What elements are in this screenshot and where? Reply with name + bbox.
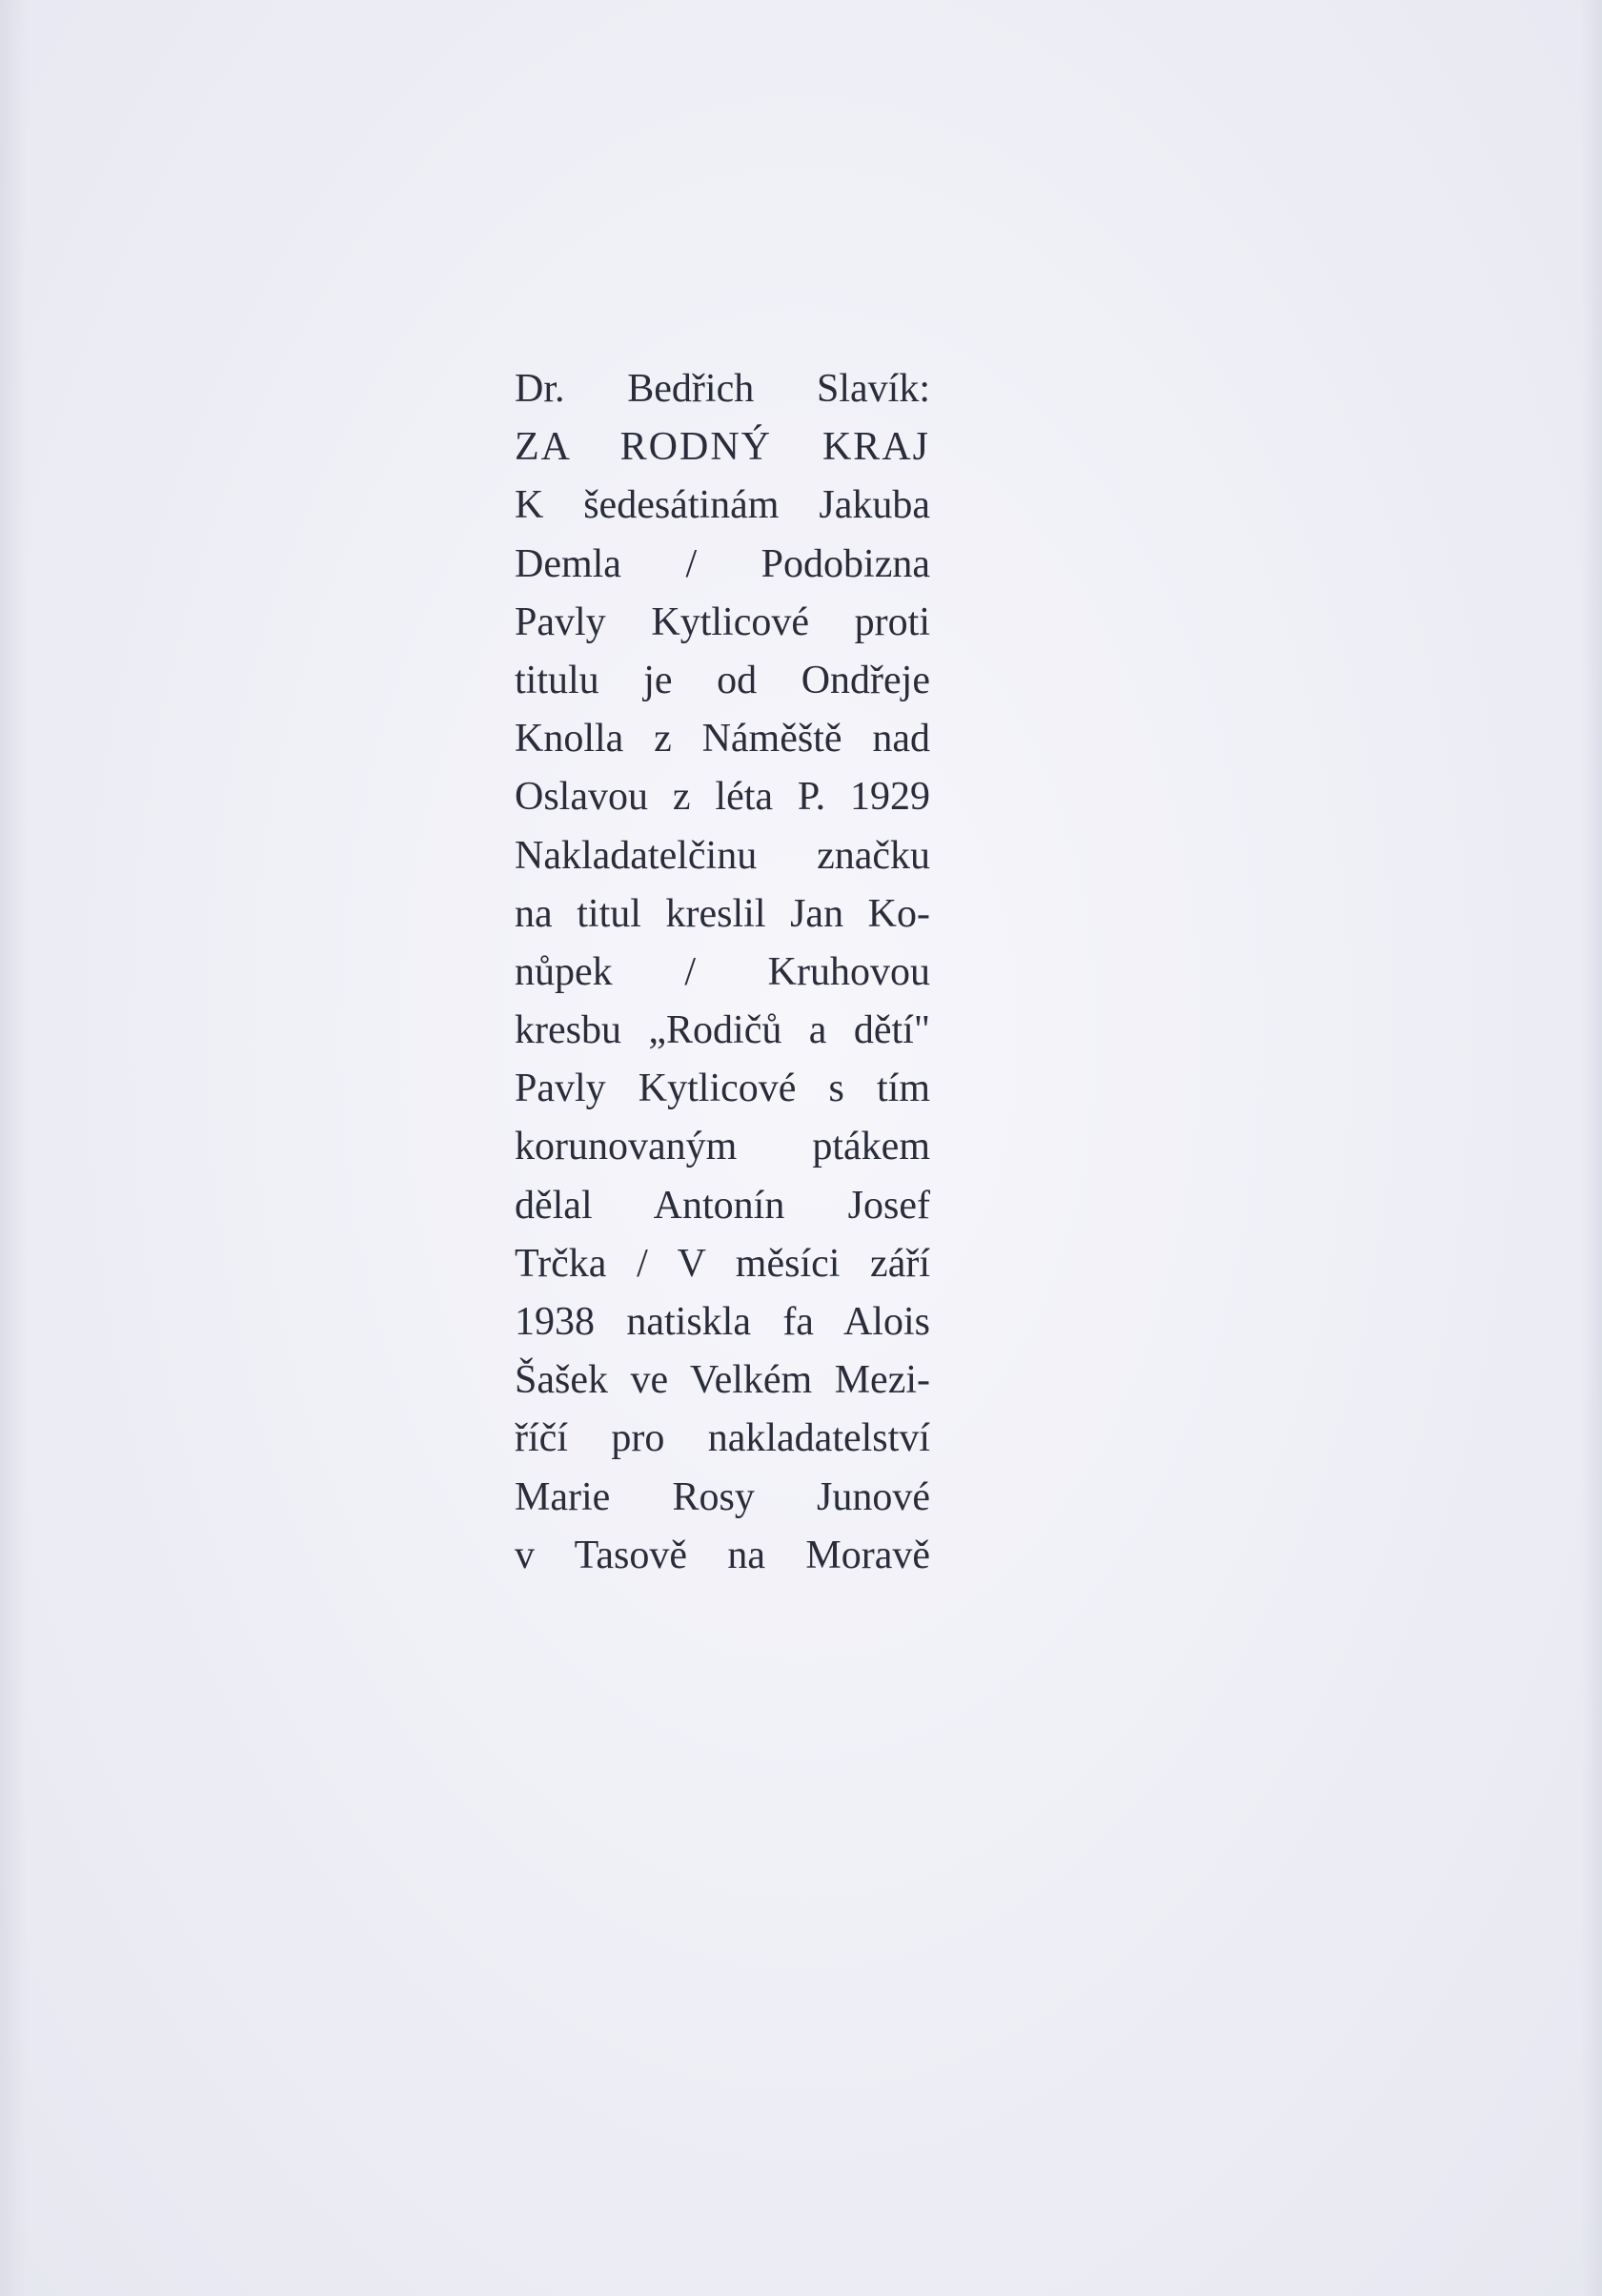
colophon-line: nůpek / Kruhovou <box>515 949 930 994</box>
colophon-line: v Tasově na Moravě <box>515 1533 930 1577</box>
colophon-title-line: ZA RODNÝ KRAJ <box>515 425 930 470</box>
colophon-line: 1938 natiskla fa Alois <box>515 1300 930 1344</box>
colophon-line: Pavly Kytlicové s tím <box>515 1067 930 1111</box>
colophon-line: říčí pro nakladatelství <box>515 1416 930 1461</box>
colophon-line: na titul kreslil Jan Ko- <box>515 891 930 936</box>
colophon-line: Nakladatelčinu značku <box>515 833 930 878</box>
colophon-line: kresbu „Rodičů a dětí" <box>515 1008 930 1053</box>
colophon-line: Šašek ve Velkém Mezi- <box>515 1358 930 1403</box>
colophon-author-line: Dr. Bedřich Slavík: <box>515 367 930 411</box>
colophon-line: korunovaným ptákem <box>515 1125 930 1169</box>
page-edge-left <box>0 0 27 2296</box>
colophon-line: Knolla z Náměště nad <box>515 717 930 762</box>
colophon-line: titulu je od Ondřeje <box>515 658 930 702</box>
colophon-line: Trčka / V měsíci září <box>515 1241 930 1286</box>
colophon-line: Oslavou z léta P. 1929 <box>515 775 930 820</box>
colophon-line: Pavly Kytlicové proti <box>515 599 930 644</box>
colophon-line: Marie Rosy Junové <box>515 1474 930 1519</box>
colophon-text-block <box>515 360 930 1585</box>
page-edge-right <box>1581 0 1602 2296</box>
colophon-line: K šedesátinám Jakuba <box>515 483 930 528</box>
colophon-line: dělal Antonín Josef <box>515 1183 930 1228</box>
colophon-line: Demla / Podobizna <box>515 541 930 586</box>
